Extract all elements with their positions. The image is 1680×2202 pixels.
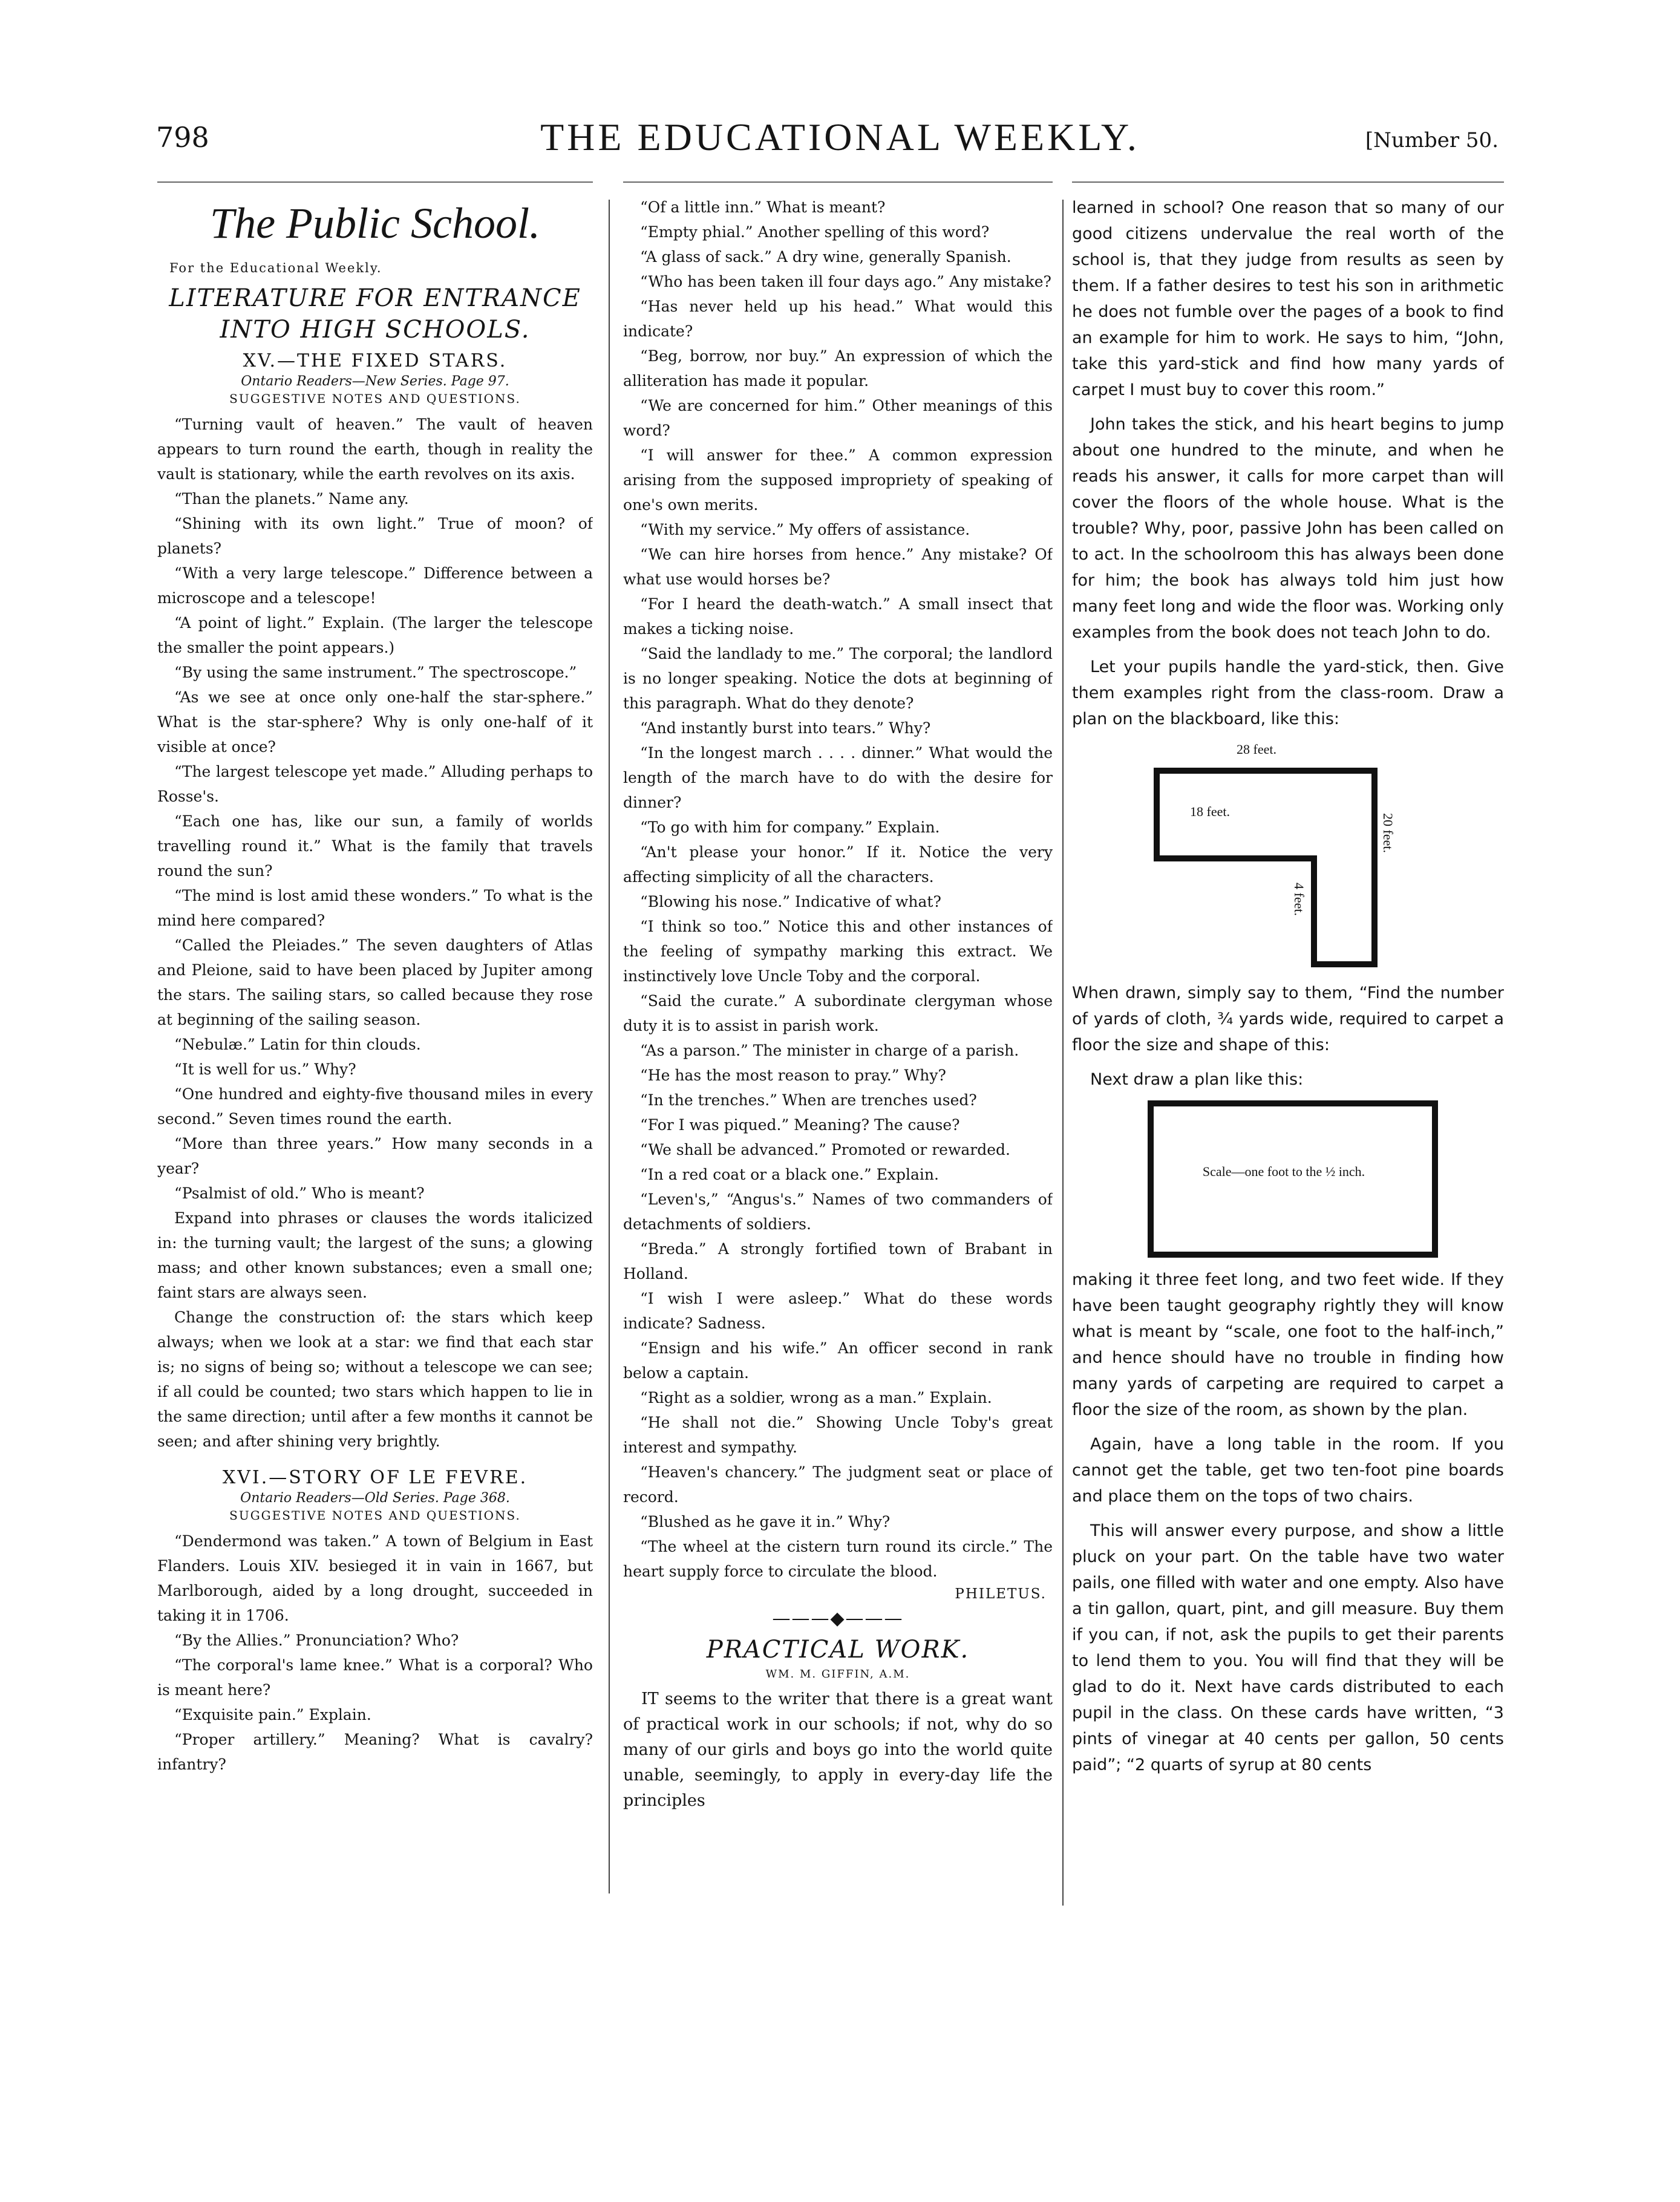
- note-paragraph: “The mind is lost amid these wonders.” To what is the mind here compared?: [157, 887, 593, 929]
- note-paragraph: Expand into phrases or clauses the words italicized in: the turning vault; the largest of the suns; a glowing mass; and other known substances; even a small one; faint stars are always seen.: [157, 1209, 593, 1301]
- note-paragraph: “Beg, borrow, nor buy.” An expression of which the alliteration has made it popular.: [623, 347, 1053, 390]
- paragraph: When drawn, simply say to them, “Find the number of yards of cloth, ¾ yards wide, required to carpet a floor the size and shape of this:: [1072, 984, 1504, 1054]
- floor-plan-figure: [1072, 734, 1504, 976]
- notes-list: [157, 412, 593, 1454]
- note-paragraph: “With a very large telescope.” Difference between a microscope and a telescope!: [157, 564, 593, 607]
- note-paragraph: “Called the Pleiades.” The seven daughters of Atlas and Pleione, said to have been placed by Jupiter among the stars. The sailing stars, so called because they rose at beginning of the sailing season.: [157, 936, 593, 1028]
- note-paragraph: “Psalmist of old.” Who is meant?: [174, 1184, 425, 1202]
- notes-label: SUGGESTIVE NOTES AND QUESTIONS.: [229, 391, 521, 406]
- note-paragraph: “And instantly burst into tears.” Why?: [640, 719, 931, 737]
- note-paragraph: “For I heard the death-watch.” A small insect that makes a ticking noise.: [623, 595, 1053, 638]
- note-paragraph: “More than three years.” How many seconds in a year?: [157, 1135, 593, 1177]
- masthead-title: THE EDUCATIONAL WEEKLY.: [540, 116, 1140, 158]
- note-paragraph: “As a parson.” The minister in charge of a parish.: [640, 1042, 1019, 1059]
- column-divider-2: [1062, 200, 1064, 1906]
- page-number: 798: [156, 121, 209, 154]
- note-paragraph: “Blowing his nose.” Indicative of what?: [640, 893, 941, 910]
- scale-plan-figure: [1072, 1099, 1504, 1262]
- note-paragraph: “For I was piqued.” Meaning? The cause?: [640, 1116, 960, 1134]
- note-paragraph: “The corporal's lame knee.” What is a corporal? Who is meant here?: [157, 1656, 593, 1699]
- section-title: The Public School.: [210, 199, 540, 247]
- note-paragraph: “I wish I were asleep.” What do these words indicate? Sadness.: [623, 1290, 1053, 1332]
- article-heading-line-1: LITERATURE FOR ENTRANCE: [169, 284, 581, 312]
- note-paragraph: “By the Allies.” Pronunciation? Who?: [174, 1632, 459, 1649]
- note-paragraph: “I will answer for thee.” A common expression arising from the supposed impropriety of speaking of one's own merits.: [623, 446, 1053, 514]
- note-paragraph: “Leven's,” “Angus's.” Names of two commanders of detachments of soldiers.: [623, 1191, 1053, 1233]
- paragraph: Again, have a long table in the room. If you cannot get the table, get two ten-foot pine boards and place them on the tops of two chairs.: [1072, 1435, 1504, 1506]
- paragraph: Let your pupils handle the yard-stick, then. Give them examples right from the class-room. Draw a plan on the blackboard, like this:: [1072, 658, 1504, 728]
- floor-plan-drawing: [1072, 734, 1504, 976]
- note-paragraph: “In the trenches.” When are trenches used?: [640, 1091, 977, 1109]
- note-paragraph: “He has the most reason to pray.” Why?: [640, 1067, 946, 1084]
- note-paragraph: “The largest telescope yet made.” Alluding perhaps to Rosse's.: [157, 763, 593, 805]
- note-paragraph: “We are concerned for him.” Other meanings of this word?: [623, 397, 1053, 439]
- note-paragraph: “By using the same instrument.” The spectroscope.”: [174, 664, 577, 681]
- header-rule-right: [1072, 181, 1504, 183]
- note-paragraph: “We shall be advanced.” Promoted or rewarded.: [640, 1141, 1010, 1158]
- notes-label-2: SUGGESTIVE NOTES AND QUESTIONS.: [229, 1508, 521, 1523]
- paragraph: Next draw a plan like this:: [1090, 1070, 1304, 1089]
- note-paragraph: “A glass of sack.” A dry wine, generally Spanish.: [640, 248, 1012, 266]
- paragraph: learned in school? One reason that so many of our good citizens undervalue the real worth of the school is, that they judge from results as seen by them. If a father desires to test his son in arithmetic he does not fumble over the pages of a book to find an example for him to work. He says to him, “John, take this yard-stick and find how many yards of carpet I must buy to cover this room.”: [1072, 198, 1504, 399]
- paragraph: making it three feet long, and two feet wide. If they have been taught geography rightly they will know what is meant by “scale, one foot to the half-inch,” and hence should have no trouble in finding how many yards of carpeting are required to carpet a floor the size of the room, as shown by the plan.: [1072, 1270, 1504, 1419]
- note-paragraph: “Said the landlady to me.” The corporal; the landlord is no longer speaking. Notice the dots at beginning of this paragraph. What do they denote?: [623, 645, 1053, 712]
- header-rule-left: [157, 181, 593, 183]
- issue-number: [Number 50.: [1365, 128, 1499, 152]
- note-paragraph: “Proper artillery.” Meaning? What is cavalry? infantry?: [157, 1731, 593, 1773]
- plan-left-label: 18 feet.: [1190, 804, 1230, 819]
- note-paragraph: “As we see at once only one-half the star-sphere.” What is the star-sphere? Why is only one-half of it visible at once?: [157, 688, 593, 756]
- plan-inner-label: 4 feet.: [1292, 883, 1307, 916]
- part-heading: XV.—THE FIXED STARS.: [243, 350, 508, 371]
- note-paragraph: “Blushed as he gave it in.” Why?: [640, 1513, 891, 1531]
- notes-list-2: [157, 1529, 593, 1777]
- note-paragraph: “Turning vault of heaven.” The vault of heaven appears to turn round the earth, though in reality the vault is stationary, while the earth revolves on its axis.: [157, 416, 593, 483]
- note-paragraph: “Who has been taken ill four days ago.” Any mistake?: [640, 273, 1051, 290]
- note-paragraph: “Of a little inn.” What is meant?: [640, 198, 886, 216]
- note-paragraph: “One hundred and eighty-five thousand miles in every second.” Seven times round the earth.: [157, 1085, 593, 1128]
- practical-heading: PRACTICAL WORK.: [706, 1636, 970, 1664]
- note-paragraph: “It is well for us.” Why?: [174, 1060, 356, 1078]
- article-heading-line-2: INTO HIGH SCHOOLS.: [220, 316, 531, 344]
- note-paragraph: “A point of light.” Explain. (The larger the telescope the smaller the point appears.): [157, 614, 593, 656]
- note-paragraph: “With my service.” My offers of assistance.: [640, 521, 970, 538]
- note-paragraph: “We can hire horses from hence.” Any mistake? Of what use would horses be?: [623, 546, 1053, 588]
- note-paragraph: “In a red coat or a black one.” Explain.: [640, 1166, 939, 1183]
- scale-plan-drawing: [1072, 1099, 1504, 1262]
- for-line: For the Educational Weekly.: [169, 261, 382, 275]
- note-paragraph: “Breda.” A strongly fortified town of Brabant in Holland.: [623, 1240, 1053, 1282]
- header-rule-middle: [623, 181, 1053, 183]
- note-paragraph: Change the construction of: the stars which keep always; when we look at a star: we find that each star is; no signs of being so; without a telescope we can see; if all could be counted; two stars which happen to lie in the same direction; until after a few months it cannot be seen; and after shining very brightly.: [157, 1308, 593, 1450]
- column-2: [623, 195, 1053, 1828]
- note-paragraph: “He shall not die.” Showing Uncle Toby's great interest and sympathy.: [623, 1414, 1053, 1456]
- ornament-divider: ———◆———: [772, 1608, 904, 1629]
- column-divider-1: [609, 200, 610, 1893]
- note-paragraph: “Said the curate.” A subordinate clergyman whose duty it is to assist in parish work.: [623, 992, 1053, 1034]
- notes-list-continued: [623, 195, 1053, 1584]
- note-paragraph: “Exquisite pain.” Explain.: [174, 1706, 371, 1723]
- note-paragraph: “Each one has, like our sun, a family of worlds travelling round it.” What is the family that travels round the sun?: [157, 812, 593, 880]
- practical-intro: IT seems to the writer that there is a great want of practical work in our schools; if not, why do so many of our girls and boys go into the world quite unable, seemingly, to apply in every-day life the principles: [623, 1690, 1053, 1810]
- note-paragraph: “Heaven's chancery.” The judgment seat or place of record.: [623, 1463, 1053, 1506]
- part-source-2: Ontario Readers—Old Series. Page 368.: [240, 1491, 510, 1506]
- paragraph: This will answer every purpose, and show a little pluck on your part. On the table have two water pails, one filled with water and one empty. Also have a tin gallon, quart, pint, and gill measure. Buy them if you can, if not, ask the pupils to get their parents to lend them to you. You will find that they will be glad to do it. Next have cards distributed to each pupil in the class. On these cards have written, “3 pints of vinegar at 40 cents per gallon, 50 cents paid”; “2 quarts of syrup at 80 cents: [1072, 1521, 1504, 1774]
- note-paragraph: “Dendermond was taken.” A town of Belgium in East Flanders. Louis XIV. besieged it in vain in 1667, but Marlborough, aided by a long drought, succeeded in taking it in 1706.: [157, 1532, 593, 1624]
- note-paragraph: “An't please your honor.” If it. Notice the very affecting simplicity of all the characters.: [623, 843, 1053, 886]
- note-paragraph: “Empty phial.” Another spelling of this word?: [640, 223, 990, 241]
- note-paragraph: “Right as a soldier, wrong as a man.” Explain.: [640, 1389, 992, 1406]
- note-paragraph: “I think so too.” Notice this and other instances of the feeling of sympathy marking this extract. We instinctively love Uncle Toby and the corporal.: [623, 918, 1053, 985]
- note-paragraph: “In the longest march . . . . dinner.” What would the length of the march have to do with the desire for dinner?: [623, 744, 1053, 811]
- note-paragraph: “Shining with its own light.” True of moon? of planets?: [157, 515, 593, 557]
- note-paragraph: “Than the planets.” Name any.: [174, 490, 409, 508]
- note-paragraph: “Has never held up his head.” What would this indicate?: [623, 298, 1053, 340]
- note-paragraph: “Ensign and his wife.” An officer second in rank below a captain.: [623, 1339, 1053, 1382]
- column-1: [157, 195, 593, 1901]
- column-3: [1072, 195, 1504, 1901]
- note-paragraph: “To go with him for company.” Explain.: [640, 818, 940, 836]
- part-heading-2: XVI.—STORY OF LE FEVRE.: [222, 1467, 528, 1488]
- plan-right-label: 20 feet.: [1381, 813, 1396, 853]
- note-paragraph: “Nebulæ.” Latin for thin clouds.: [174, 1036, 421, 1053]
- part-source: Ontario Readers—New Series. Page 97.: [241, 374, 509, 389]
- note-paragraph: “The wheel at the cistern turn round its circle.” The heart supply force to circulate the blood.: [623, 1538, 1053, 1580]
- practical-author: WM. M. GIFFIN, A.M.: [765, 1668, 910, 1681]
- scale-label: Scale—one foot to the ½ inch.: [1202, 1164, 1365, 1179]
- signature: PHILETUS.: [955, 1586, 1047, 1602]
- paragraph: John takes the stick, and his heart begins to jump about one hundred to the minute, and when he reads his answer, it calls for more carpet than will cover the floors of the whole house. What is the trouble? Why, poor, passive John has been called on to act. In the schoolroom this has always been done for him; the book has always told him just how many feet long and wide the floor was. Working only examples from the book does not teach John to do.: [1072, 415, 1504, 642]
- plan-top-label: 28 feet.: [1237, 742, 1276, 757]
